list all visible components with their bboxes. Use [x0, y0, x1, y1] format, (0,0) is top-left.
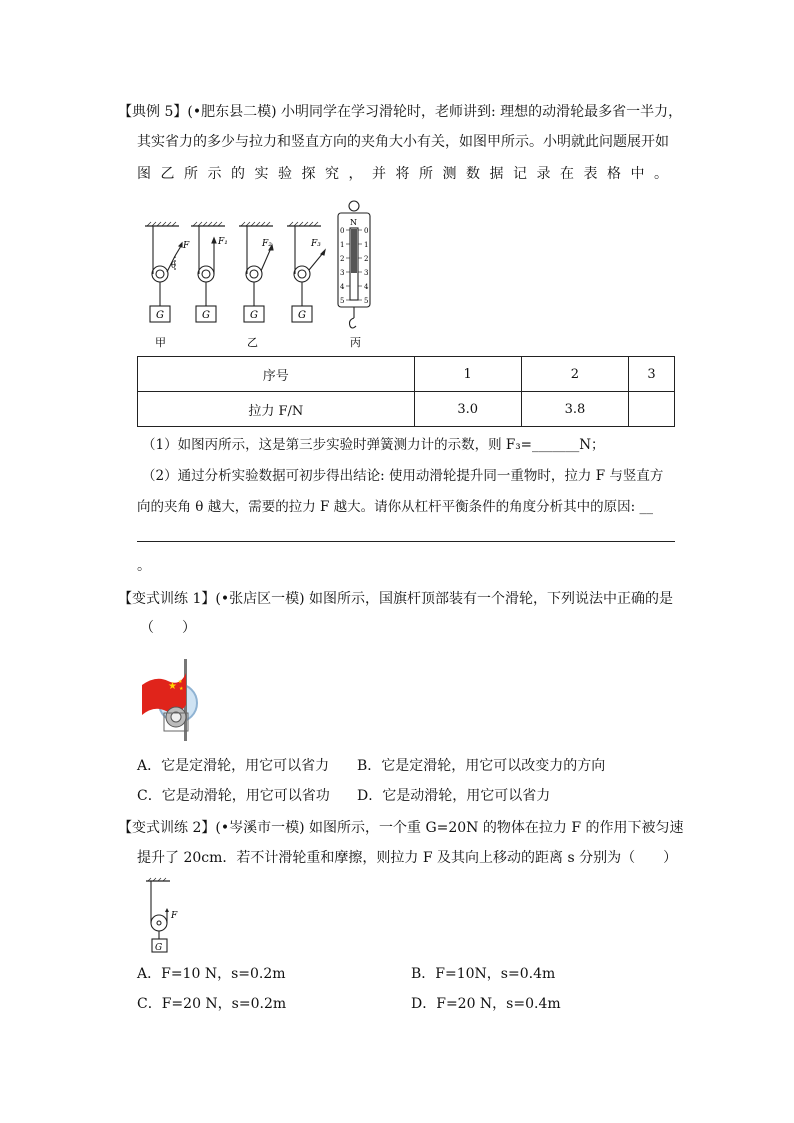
- scale-tick-4-right: 4: [364, 283, 369, 291]
- svg-text:★: ★: [179, 686, 184, 692]
- scale-tick-2-right: 2: [364, 255, 369, 263]
- v2-weight-label: G: [155, 943, 163, 953]
- scale-tick-2-left: 2: [340, 255, 345, 263]
- scale-tick-3-left: 3: [340, 269, 345, 277]
- force-F-label: F: [183, 241, 190, 251]
- force-F2-label: F₂: [262, 239, 272, 249]
- v2-force-label: F: [171, 911, 178, 921]
- weight-label-2: G: [202, 310, 210, 321]
- table-header-row: [138, 357, 675, 392]
- fig-label-jia: 甲: [155, 336, 166, 349]
- svg-text:★: ★: [168, 681, 177, 692]
- v2-option-c: C．F=20 N，s=0.2m: [137, 996, 287, 1012]
- v1-option-a: A．它是定滑轮，用它可以省力: [137, 758, 330, 774]
- table-cell: 2: [521, 357, 628, 392]
- table-cell: 3.8: [521, 392, 628, 427]
- q5-stem-line3: 图乙所示的实验探究，并将所测数据记录在表格中。: [137, 166, 678, 182]
- table-cell: 3.0: [414, 392, 521, 427]
- v1-stem-line1: 【变式训练 1】(•张店区一模) 如图所示，国旗杆顶部装有一个滑轮，下列说法中正确的是: [118, 591, 673, 607]
- table-cell: 序号: [138, 357, 415, 392]
- fig-label-bing: 丙: [350, 336, 361, 349]
- scale-tick-1-right: 1: [364, 241, 369, 249]
- scale-unit-label: N: [350, 218, 357, 227]
- v1-stem-line2: （ ）: [140, 620, 196, 636]
- force-F1-label: F₁: [218, 237, 228, 247]
- answer-line: [137, 541, 675, 542]
- scale-tick-1-left: 1: [340, 241, 345, 249]
- movable-pulley-figure: [138, 875, 188, 955]
- table-row: [138, 392, 675, 427]
- q5-sub2-line1: （2）通过分析实验数据可初步得出结论: 使用动滑轮提升同一重物时，拉力 F 与竖直方: [142, 468, 664, 484]
- v2-option-d: D．F=20 N，s=0.4m: [411, 996, 561, 1012]
- v1-option-d: D．它是动滑轮，用它可以省力: [357, 788, 551, 804]
- v1-option-b: B．它是定滑轮，用它可以改变力的方向: [357, 758, 606, 774]
- fig-label-yi: 乙: [247, 336, 258, 349]
- q5-sub2-line2: 向的夹角 θ 越大，需要的拉力 F 越大。请你从杠杆平衡条件的角度分析其中的原因: __: [137, 499, 653, 515]
- table-cell: 拉力 F/N: [138, 392, 415, 427]
- weight-label-1: G: [156, 310, 164, 321]
- pulley-experiment-figure: [135, 196, 395, 354]
- weight-label-4: G: [298, 310, 306, 321]
- scale-tick-5-left: 5: [340, 297, 345, 305]
- data-table: [137, 356, 675, 427]
- q5-stem-line2: 其实省力的多少与拉力和竖直方向的夹角大小有关，如图甲所示。小明就此问题展开如: [137, 134, 669, 150]
- q5-sub1: （1）如图丙所示，这是第三步实验时弹簧测力计的示数，则 F₃=_______N；: [142, 437, 605, 453]
- table-cell: 1: [414, 357, 521, 392]
- flag-pulley-figure: [138, 655, 208, 743]
- v2-option-b: B．F=10N，s=0.4m: [411, 966, 556, 982]
- v1-option-c: C．它是动滑轮，用它可以省功: [137, 788, 330, 804]
- q5-sub2-end: 。: [137, 558, 151, 574]
- scale-tick-3-right: 3: [364, 269, 369, 277]
- table-cell: [629, 392, 675, 427]
- weight-label-3: G: [250, 310, 258, 321]
- scale-tick-5-right: 5: [364, 297, 369, 305]
- v2-stem-line1: 【变式训练 2】(•岑溪市一模) 如图所示，一个重 G=20N 的物体在拉力 F 的作用下被匀速: [118, 820, 684, 836]
- table-cell: 3: [629, 357, 675, 392]
- q5-stem-line1: 【典例 5】(•肥东县二模) 小明同学在学习滑轮时，老师讲到: 理想的动滑轮最多省一半力，: [118, 104, 683, 120]
- theta-label: θ: [171, 261, 176, 270]
- scale-tick-0-right: 0: [364, 227, 369, 235]
- scale-tick-4-left: 4: [340, 283, 345, 291]
- force-F3-label: F₃: [311, 239, 321, 249]
- scale-tick-0-left: 0: [340, 227, 345, 235]
- v2-stem-line2: 提升了 20cm．若不计滑轮重和摩擦，则拉力 F 及其向上移动的距离 s 分别为（ ）: [137, 850, 678, 866]
- svg-text:★: ★: [178, 679, 183, 685]
- v2-option-a: A．F=10 N，s=0.2m: [137, 966, 286, 982]
